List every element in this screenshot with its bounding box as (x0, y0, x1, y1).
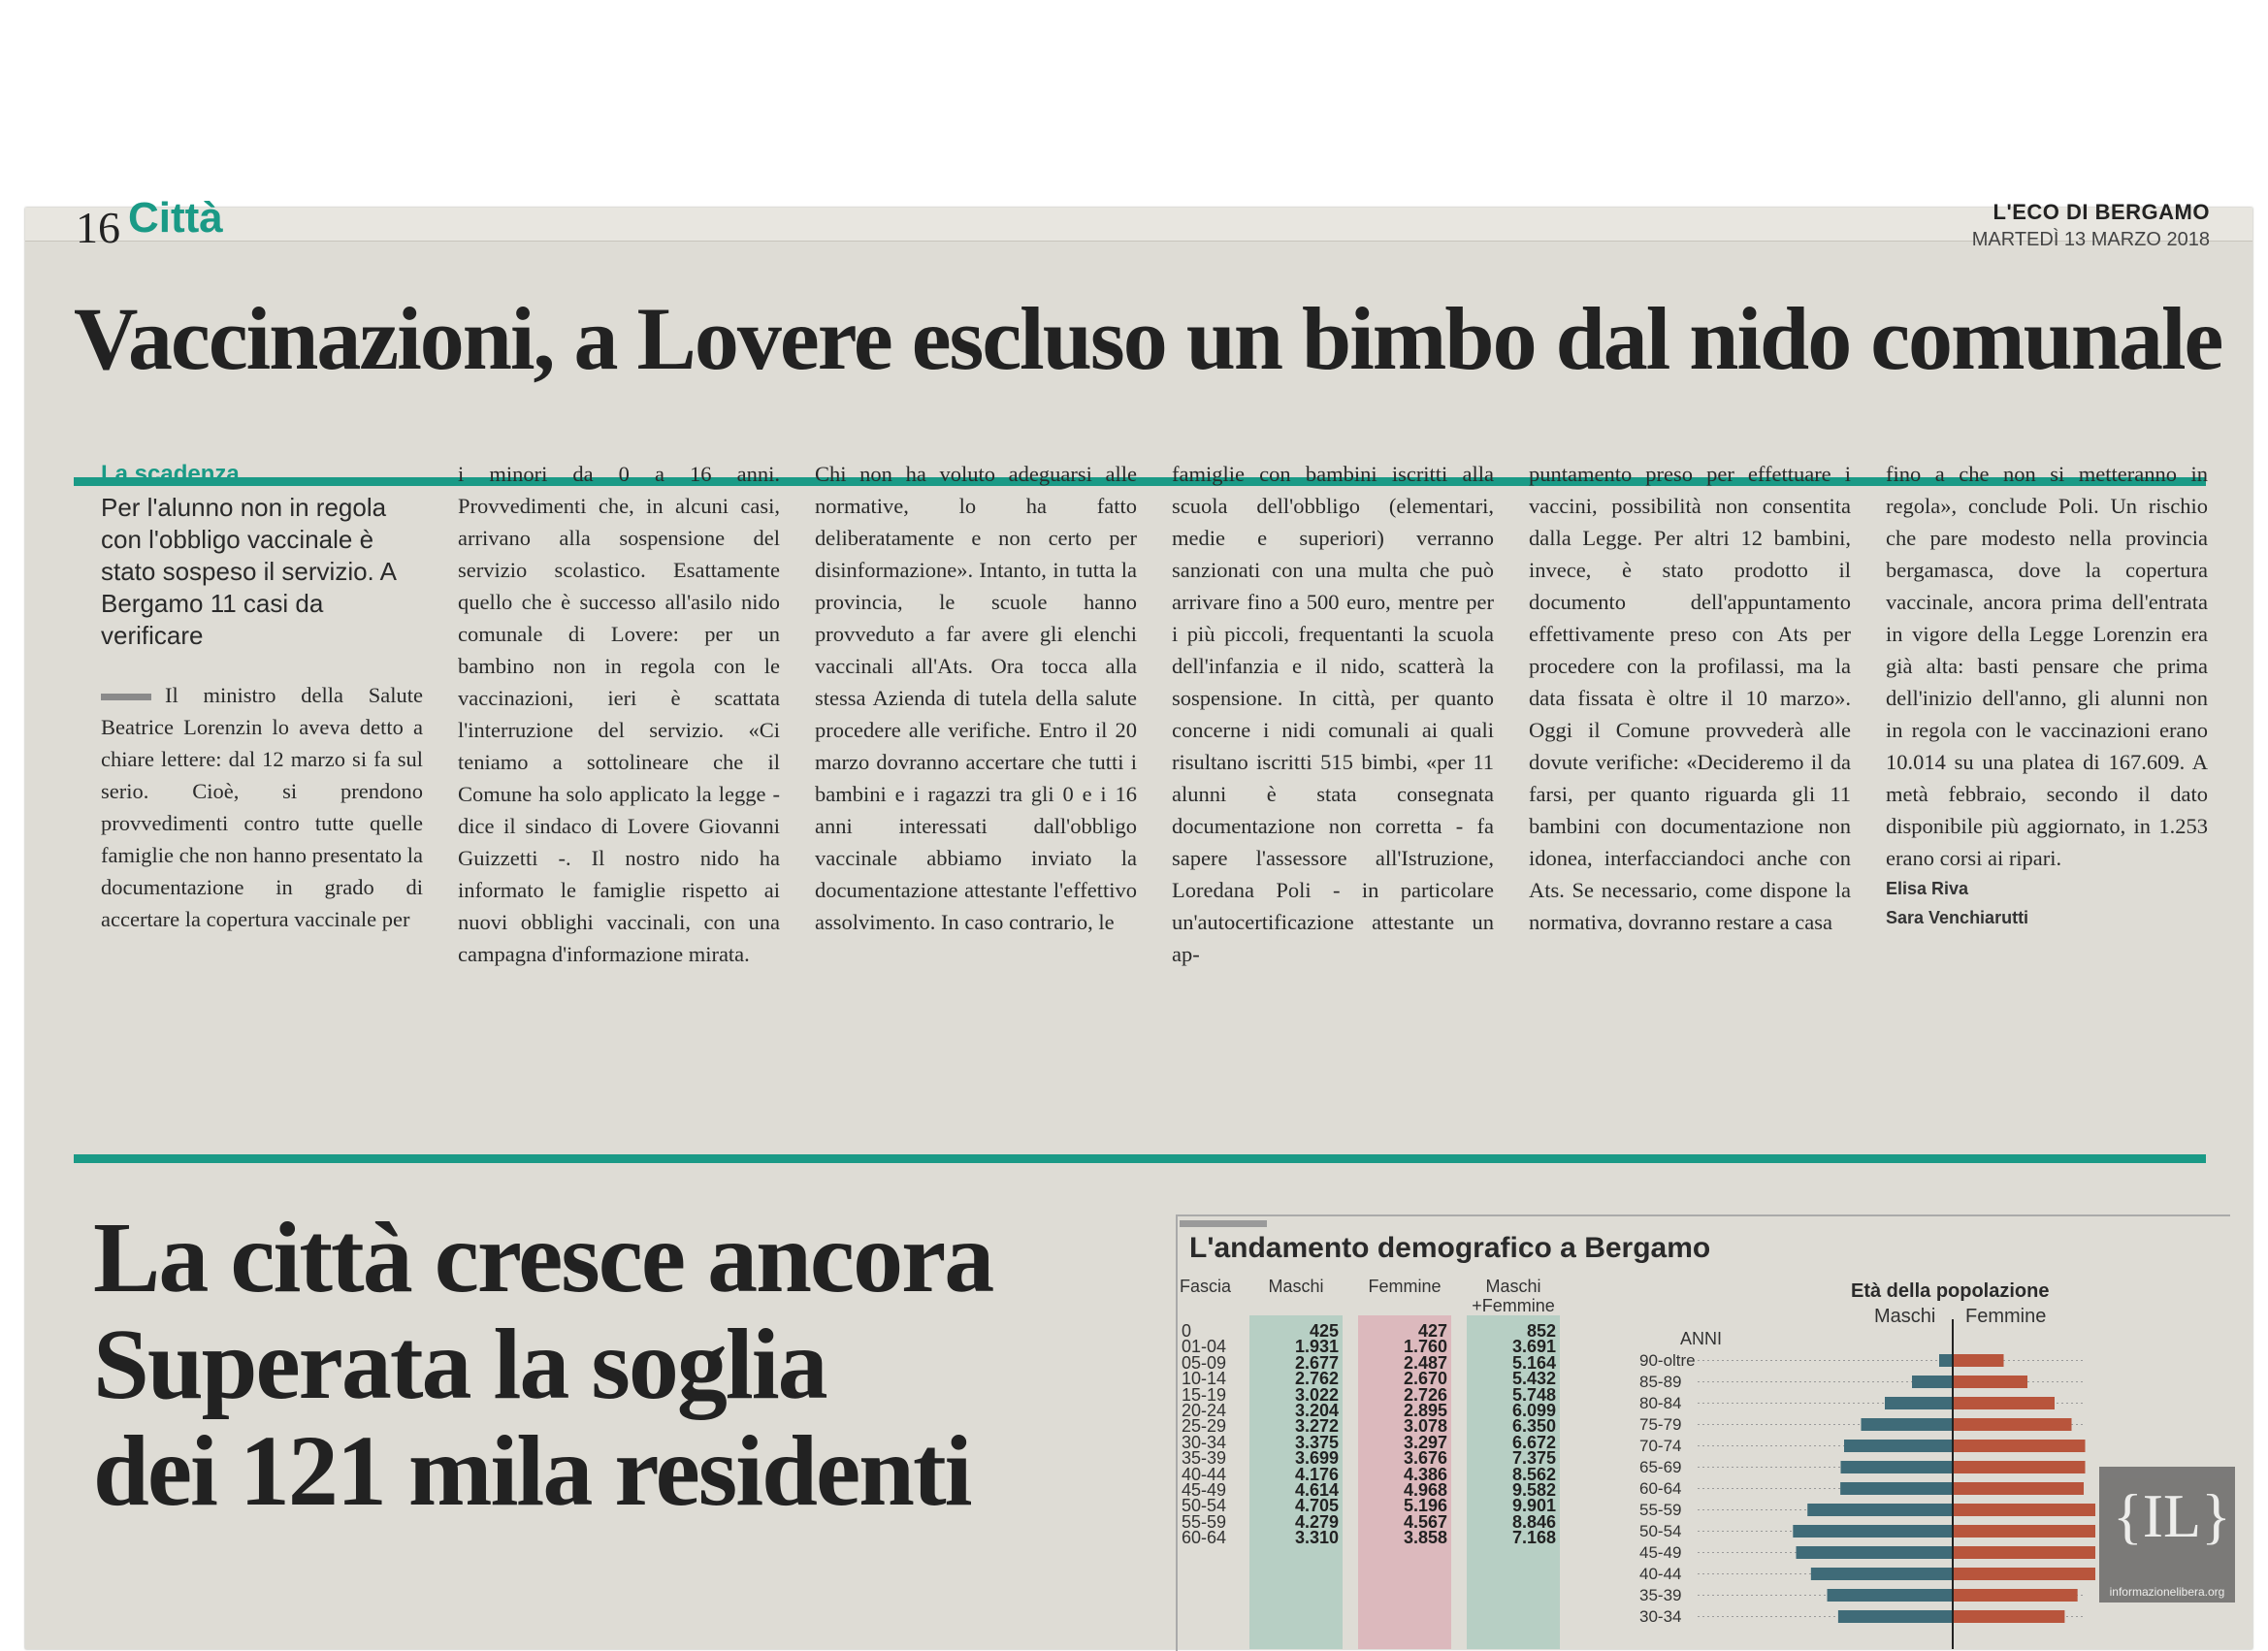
age-tick-label: 70-74 (1639, 1437, 1682, 1455)
age-tick-label: 65-69 (1639, 1458, 1682, 1476)
article-column-5: puntamento preso per effettuare i vaccini, possibilità non consentita dalla Legge. Per altri 12 bambini, invece, è stato prodotto il documento dell'appuntamento effettivamente preso con Ats per procedere con la profilassi, ma la data fissata è oltre il 10 marzo». Oggi il Comune provvederà alle dovute verifiche: «Decideremo il da farsi, per quanto riguarda gli 11 bambini con documentazione non idonea, interfacciandoci anche con Ats. Se necessario, come dispone la normativa, dovranno restare a casa (1529, 462, 1851, 934)
headline-line-2: Superata la soglia (93, 1309, 826, 1420)
article-column-6 (1886, 458, 2208, 932)
header-fascia: Fascia (1180, 1277, 1232, 1296)
infographic-title: L'andamento demografico a Bergamo (1189, 1232, 1711, 1264)
page-fold (25, 208, 2252, 242)
maschi-value: 3.204 (1294, 1401, 1339, 1420)
section-title: Città (128, 194, 223, 242)
article-column-1 (101, 458, 423, 935)
totale-value: 6.672 (1511, 1432, 1556, 1452)
kicker: La scadenza (101, 461, 240, 487)
axis-unit-label: ANNI (1680, 1329, 1723, 1348)
maschi-value: 4.279 (1294, 1511, 1339, 1532)
male-bar (1885, 1397, 1953, 1409)
age-tick-label: 35-39 (1639, 1586, 1682, 1604)
female-bar (1953, 1546, 2095, 1559)
page-number: 16 (76, 203, 120, 252)
table-row (1182, 1416, 1570, 1437)
femmine-value: 2.487 (1403, 1352, 1447, 1373)
totale-value: 7.375 (1511, 1448, 1556, 1469)
masthead (1972, 200, 2210, 251)
table-row (1182, 1482, 1570, 1498)
table-row (1182, 1403, 1570, 1418)
column-text-1: Il ministro della Salute Beatrice Lorenzin lo aveva detto a chiare lettere: dal 12 marzo si fa sul serio. Cioè, si prendono provvedimenti contro tutte quelle famiglie che non hanno presentato la documentazione in grado di accertare la copertura vaccinale per (101, 683, 423, 931)
totale-value: 3.691 (1511, 1337, 1556, 1357)
age-band-label: 20-24 (1182, 1401, 1227, 1420)
article-headline: Vaccinazioni, a Lovere escluso un bimbo dal nido comunale (74, 289, 2222, 388)
summary: Per l'alunno non in regola con l'obbligo vaccinale è stato sospeso il servizio. A Bergamo 11 casi da verificare (101, 493, 396, 650)
female-bar (1953, 1568, 2095, 1580)
male-bar (1841, 1461, 1954, 1473)
femmine-value: 1.760 (1403, 1337, 1447, 1357)
femmine-value: 2.895 (1403, 1401, 1447, 1420)
pyramid-title: Età della popolazione (1851, 1280, 2050, 1302)
age-band-label: 15-19 (1182, 1384, 1227, 1405)
lead-marker (101, 694, 151, 700)
male-bar (1939, 1354, 1953, 1367)
table-row (1182, 1432, 1570, 1452)
female-bar (1953, 1440, 2086, 1452)
age-tick-label: 60-64 (1639, 1479, 1682, 1498)
issue-date: MARTEDÌ 13 MARZO 2018 (1971, 229, 2210, 250)
femmine-value: 2.726 (1403, 1384, 1447, 1405)
header-femmine: Femmine (1368, 1277, 1442, 1296)
maschi-value: 2.677 (1294, 1352, 1339, 1373)
watermark-site: informazionelibera.org (2109, 1585, 2225, 1599)
femmine-value: 3.676 (1403, 1448, 1447, 1469)
male-bar (1844, 1440, 1953, 1452)
totale-value: 6.350 (1511, 1416, 1556, 1437)
table-row (1182, 1337, 1570, 1357)
femmine-value: 3.297 (1403, 1432, 1447, 1452)
article-column-3: Chi non ha voluto adeguarsi alle normative, lo ha fatto deliberatamente e non certo per disinformazione». Intanto, in tutta la provincia, le scuole hanno provveduto a far avere gli elenchi vaccinali all'Ats. Ora tocca alla stessa Azienda di tutela della salute procedere alle verifiche. Entro il 20 marzo dovranno accertare che tutti i bambini e i ragazzi tra gli 0 e i 16 anni interessati dall'obbligo vaccinale abbiamo inviato la documentazione attestante l'effettivo assolvimento. In caso contrario, le (815, 462, 1137, 934)
male-bar (1840, 1482, 1953, 1495)
headline-line-1: La città cresce ancora (93, 1202, 993, 1313)
totale-value: 7.168 (1511, 1528, 1556, 1548)
totale-value: 8.846 (1511, 1511, 1556, 1532)
age-tick-label: 50-54 (1639, 1522, 1682, 1540)
female-bar (1953, 1504, 2095, 1516)
header-maschi: Maschi (1268, 1277, 1324, 1296)
maschi-value: 1.931 (1294, 1337, 1339, 1357)
male-bar (1807, 1504, 1953, 1516)
male-bar (1793, 1525, 1953, 1538)
totale-value: 6.099 (1511, 1401, 1556, 1420)
age-tick-label: 85-89 (1639, 1373, 1682, 1391)
female-bar (1953, 1397, 2055, 1409)
age-tick-label: 75-79 (1639, 1415, 1682, 1434)
column-text-6: fino a che non si metteranno in regola», conclude Poli. Un rischio che pare modesto nella provincia bergamasca, dove la copertura vaccinale, ancora prima dell'entrata in vigore della Legge Lorenzin era già alta: basti pensare che prima dell'inizio dell'anno, gli alunni non in regola con le vaccinazioni erano 10.014 su una platea di 167.609. A metà febbraio, secondo il dato disponibile più aggiornato, in 1.253 erano corsi ai ripari. (1886, 462, 2208, 870)
female-bar (1953, 1354, 2004, 1367)
age-tick-label: 55-59 (1639, 1501, 1682, 1519)
age-tick-label: 30-34 (1639, 1607, 1682, 1626)
age-band-label: 25-29 (1182, 1416, 1227, 1437)
article-column-2: i minori da 0 a 16 anni. Provvedimenti che, in alcuni casi, arrivano alla sospensione del servizio scolastico. Esattamente quello che è successo all'asilo nido comunale di Lovere: per un bambino non in regola con le vaccinazioni, ieri è scattata l'interruzione del servizio. «Ci teniamo a sottolineare che il Comune ha solo applicato la legge - dice il sindaco di Lovere Giovanni Guizzetti -. Il nostro nido ha informato le famiglie rispetto ai nuovi obblighi vaccinali, con una campagna d'informazione mirata. (458, 462, 780, 966)
table-row (1182, 1528, 1570, 1548)
age-band-label: 01-04 (1182, 1337, 1227, 1357)
totale-value: 9.582 (1511, 1480, 1556, 1500)
maschi-value: 2.762 (1294, 1369, 1339, 1389)
totale-value: 5.432 (1511, 1369, 1556, 1389)
age-band-label: 0 (1182, 1321, 1192, 1341)
maschi-value: 425 (1309, 1321, 1339, 1341)
totale-value: 8.562 (1511, 1464, 1556, 1484)
totale-value: 852 (1526, 1321, 1556, 1341)
author-1: Elisa Riva (1886, 879, 1969, 898)
article-column-4: famiglie con bambini iscritti alla scuola dell'obbligo (elementari, medie e superiori) verranno sanzionati con una multa che può arrivare fino a 500 euro, mentre per i più piccoli, frequentanti la scuola dell'infanzia e il nido, scatterà la sospensione. In città, per quanto concerne i nidi comunali ai quali risultano iscritti 515 bimbi, «per 11 alunni è stata consegnata documentazione non corretta - fa sapere l'assessore all'Istruzione, Loredana Poli - in particolare un'autocertificazione attestante un ap- (1172, 462, 1494, 966)
age-band-label: 30-34 (1182, 1432, 1227, 1452)
female-bar (1953, 1418, 2072, 1431)
totale-value: 5.748 (1511, 1384, 1556, 1405)
female-bar (1953, 1376, 2027, 1388)
male-bar (1828, 1589, 1953, 1602)
female-bar (1953, 1525, 2095, 1538)
header-totale (1467, 1277, 1560, 1315)
maschi-value: 3.272 (1294, 1416, 1339, 1437)
legend-maschi: Maschi (1874, 1306, 1936, 1327)
maschi-value: 4.614 (1294, 1480, 1339, 1500)
age-band-label: 05-09 (1182, 1352, 1227, 1373)
femmine-value: 4.386 (1403, 1464, 1447, 1484)
age-band-label: 60-64 (1182, 1528, 1227, 1548)
age-band-label: 45-49 (1182, 1480, 1227, 1500)
maschi-value: 3.699 (1294, 1448, 1339, 1469)
infographic-marker (1180, 1220, 1267, 1227)
femmine-value: 427 (1417, 1321, 1447, 1341)
age-tick-label: 40-44 (1639, 1565, 1682, 1583)
age-tick-label: 90-oltre (1639, 1351, 1696, 1370)
table-row (1182, 1448, 1570, 1469)
legend-femmine: Femmine (1965, 1306, 2047, 1327)
middle-rule (74, 1154, 2206, 1163)
header-totale-line-1: Maschi (1485, 1277, 1541, 1296)
maschi-value: 3.375 (1294, 1432, 1339, 1452)
male-bar (1797, 1546, 1953, 1559)
male-bar (1811, 1568, 1953, 1580)
age-tick-label: 45-49 (1639, 1543, 1682, 1562)
table-row (1182, 1464, 1570, 1484)
table-row (1182, 1496, 1570, 1516)
female-bar (1953, 1589, 2078, 1602)
table-row (1182, 1369, 1570, 1389)
totale-value: 5.164 (1511, 1352, 1556, 1373)
femmine-value: 3.078 (1403, 1416, 1447, 1437)
newspaper-name: L'ECO DI BERGAMO (1993, 200, 2210, 224)
totale-value: 9.901 (1511, 1496, 1556, 1516)
male-bar (1862, 1418, 1954, 1431)
maschi-value: 3.022 (1294, 1384, 1339, 1405)
age-tick-label: 80-84 (1639, 1394, 1682, 1412)
female-bar (1953, 1461, 2086, 1473)
male-bar (1838, 1610, 1953, 1623)
age-band-label: 35-39 (1182, 1448, 1227, 1469)
headline-line-3: dei 121 mila residenti (93, 1415, 971, 1527)
population-pyramid (1591, 1319, 2095, 1649)
article2-headline (93, 1202, 993, 1527)
watermark-logo (2099, 1467, 2235, 1602)
femmine-value: 5.196 (1403, 1496, 1447, 1516)
table-row (1182, 1511, 1570, 1532)
table-row (1182, 1384, 1570, 1405)
femmine-value: 4.567 (1403, 1511, 1447, 1532)
author-2: Sara Venchiarutti (1886, 908, 2029, 927)
watermark-glyph: {IL} (2113, 1481, 2231, 1550)
table-row (1182, 1323, 1570, 1339)
maschi-value: 3.310 (1294, 1528, 1339, 1548)
female-bar (1953, 1482, 2084, 1495)
maschi-value: 4.705 (1294, 1496, 1339, 1516)
age-band-label: 50-54 (1182, 1496, 1227, 1516)
femmine-value: 2.670 (1403, 1369, 1447, 1389)
female-bar (1953, 1610, 2064, 1623)
age-band-label: 10-14 (1182, 1369, 1227, 1389)
maschi-value: 4.176 (1294, 1464, 1339, 1484)
male-bar (1912, 1376, 1953, 1388)
header-totale-line-2: +Femmine (1472, 1296, 1555, 1315)
age-band-label: 55-59 (1182, 1511, 1227, 1532)
femmine-value: 3.858 (1403, 1528, 1447, 1548)
table-row (1182, 1352, 1570, 1373)
femmine-value: 4.968 (1403, 1480, 1447, 1500)
age-band-label: 40-44 (1182, 1464, 1227, 1484)
